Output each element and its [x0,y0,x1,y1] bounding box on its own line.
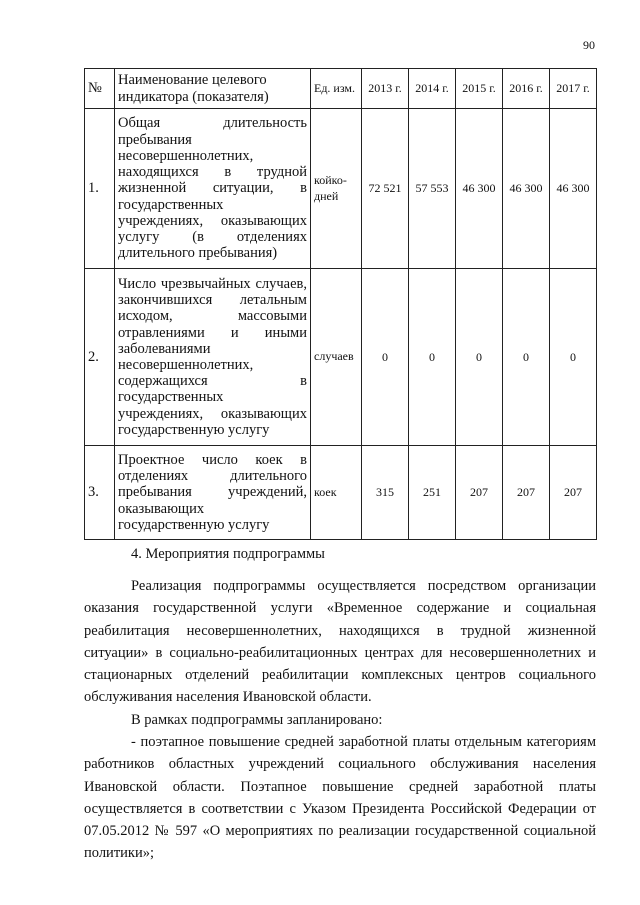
row-value: 72 521 [362,109,409,269]
row-unit: койко-дней [311,109,362,269]
row-value: 0 [550,269,597,446]
row-value: 207 [456,446,503,540]
row-value: 0 [362,269,409,446]
row-value: 207 [550,446,597,540]
row-value: 315 [362,446,409,540]
header-year-2014: 2014 г. [409,69,456,109]
body-paragraph: - поэтапное повышение средней заработной платы отдельным категориям работников областных учреждений социального обслуживания населения Ивановской области. Поэтапное повышение средней заработной платы осуществляется в соответствии с Указом Президента Российской Федерации от 07.05.2012 № 597 «О мероприятиях по реализации государственной социальной политики»; [84,734,596,862]
row-value: 46 300 [550,109,597,269]
header-year-2016: 2016 г. [503,69,550,109]
row-indicator-name: Проектное число коек в отделениях длительного пребывания учреждений, оказывающих государственную услугу [115,446,311,540]
page-number: 90 [583,38,595,52]
table-row [85,269,597,446]
row-value: 0 [503,269,550,446]
row-indicator-name: Число чрезвычайных случаев, закончившихся летальным исходом, массовыми отравлениями и иными заболеваниями несовершеннолетних, содержащихся в государственных учреждениях, оказывающих государственную услугу [115,269,311,446]
row-value: 0 [409,269,456,446]
row-value: 46 300 [456,109,503,269]
table-row [85,109,597,269]
row-num: 2. [85,269,115,446]
indicators-table [84,68,597,540]
table-row [85,446,597,540]
row-value: 46 300 [503,109,550,269]
header-name: Наименование целевого индикатора (показателя) [115,69,311,109]
row-unit: случаев [311,269,362,446]
row-value: 207 [503,446,550,540]
row-value: 0 [456,269,503,446]
table-header-row [85,69,597,109]
header-unit: Ед. изм. [311,69,362,109]
row-indicator-name: Общая длительность пребывания несовершеннолетних, находящихся в трудной жизненной ситуации, в государственных учреждениях, оказывающих услугу (в отделениях длительного пребывания) [115,109,311,269]
row-num: 3. [85,446,115,540]
body-paragraph: Реализация подпрограммы осуществляется посредством организации оказания государственной услуги «Временное содержание и социальная реабилитация несовершеннолетних, находящихся в трудной жизненной ситуации» в социально-реабилитационных центрах для несовершеннолетних и стационарных отделений реабилитации комплексных центров социального обслуживания населения Ивановской области. [84,578,596,706]
header-num: № [85,69,115,109]
row-num: 1. [85,109,115,269]
header-year-2017: 2017 г. [550,69,597,109]
row-unit: коек [311,446,362,540]
section-title: 4. Мероприятия подпрограммы [131,546,325,562]
row-value: 251 [409,446,456,540]
header-year-2013: 2013 г. [362,69,409,109]
body-paragraph: В рамках подпрограммы запланировано: [131,712,383,728]
header-year-2015: 2015 г. [456,69,503,109]
row-value: 57 553 [409,109,456,269]
